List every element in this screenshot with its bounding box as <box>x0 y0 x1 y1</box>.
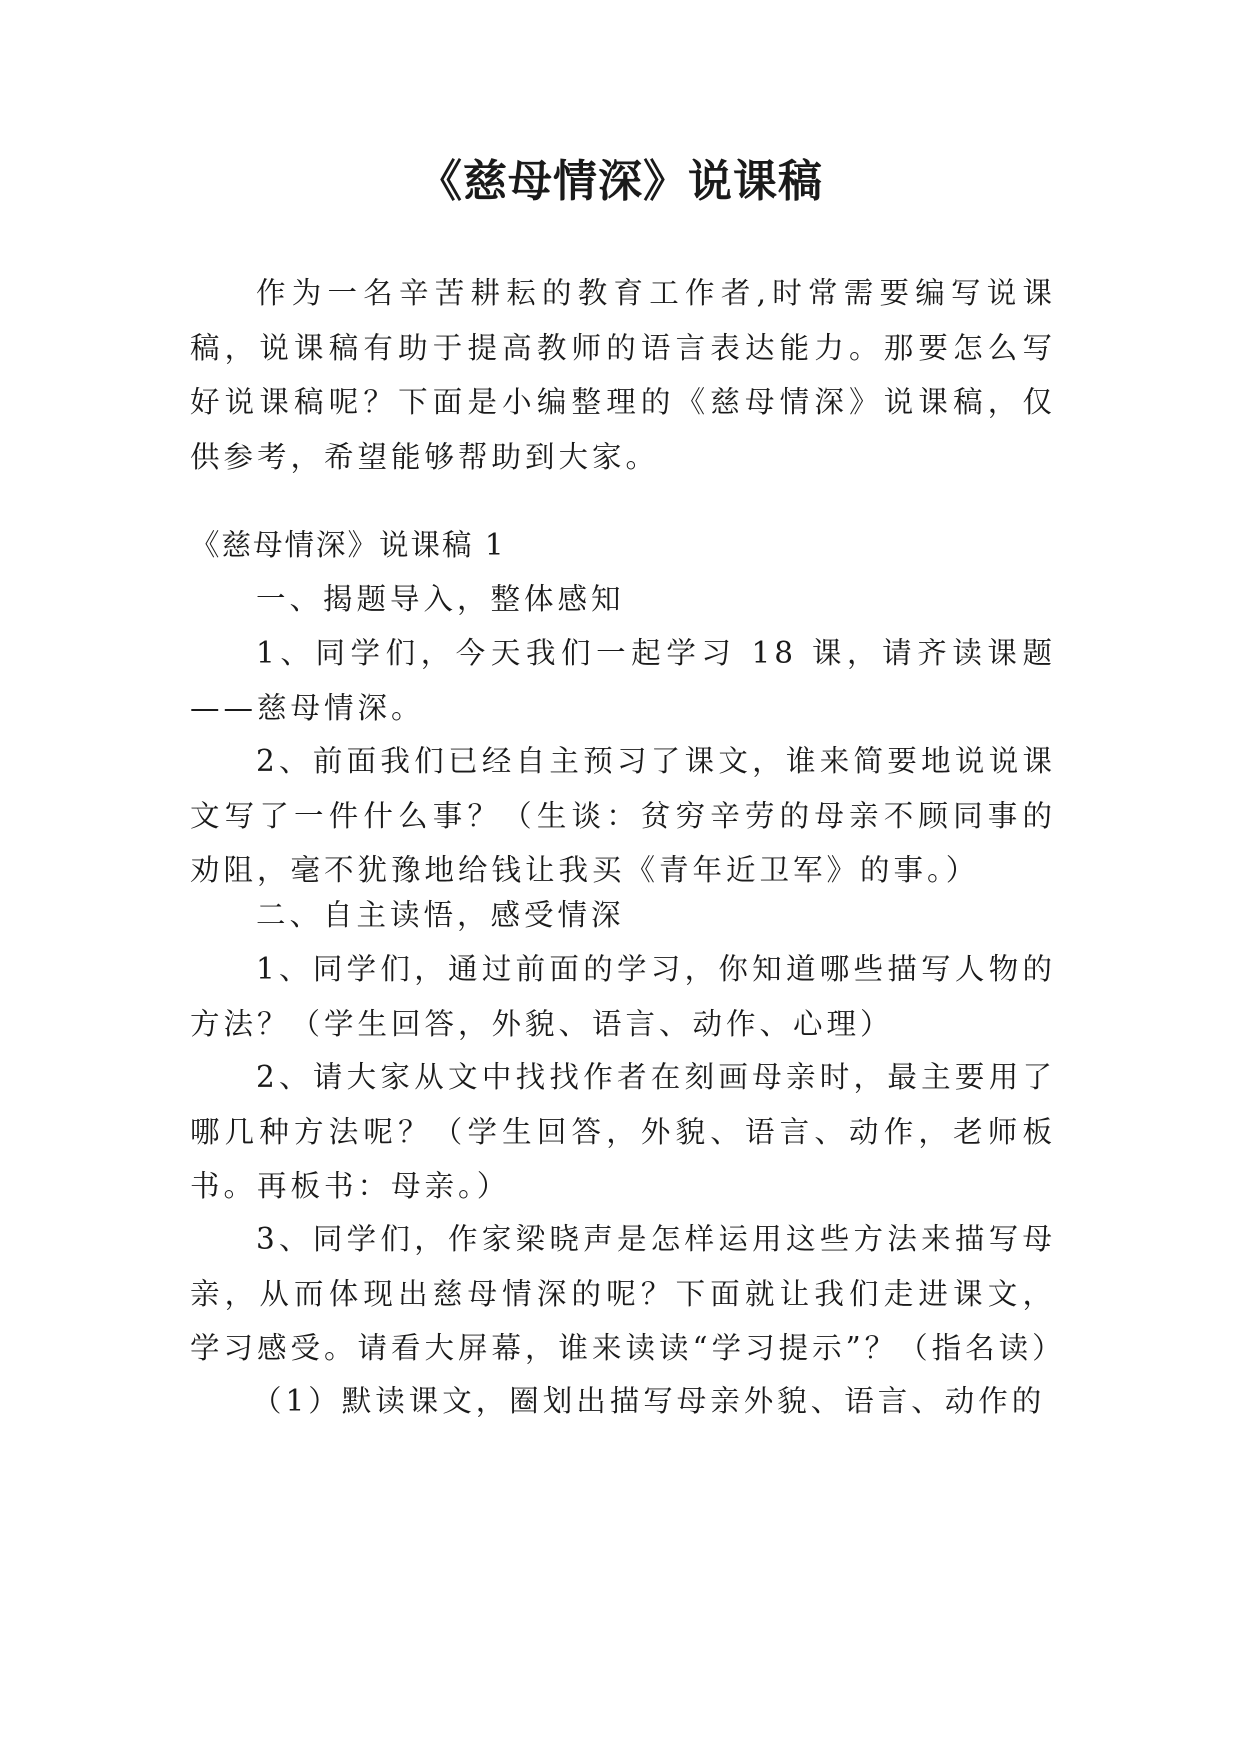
document-title: 《慈母情深》说课稿 <box>418 156 823 207</box>
heading-part-two: 二、自主读悟，感受情深 <box>256 898 625 932</box>
section-title: 《慈母情深》说课稿 1 <box>190 528 506 562</box>
paragraph-5: 3、同学们，作家梁晓声是怎样运用这些方法来描写母亲，从而体现出慈母情深的呢？下面就让我们走进课文，学习感受。请看大屏幕，谁来读读“学习提示”？（指名读） <box>190 1222 1066 1365</box>
paragraph-4: 2、请大家从文中找找作者在刻画母亲时，最主要用了哪几种方法呢？（学生回答，外貌、语言、动作，老师板书。再板书：母亲。） <box>190 1060 1056 1203</box>
paragraph-6: （1）默读课文，圈划出描写母亲外貌、语言、动作的 <box>252 1384 1046 1418</box>
paragraph-1: 1、同学们，今天我们一起学习 18 课，请齐读课题——慈母情深。 <box>190 636 1056 725</box>
paragraph-2: 2、前面我们已经自主预习了课文，谁来简要地说说课文写了一件什么事？（生谈：贫穷辛劳的母亲不顾同事的劝阻，毫不犹豫地给钱让我买《青年近卫军》的事。） <box>190 744 1056 887</box>
intro-paragraph: 作为一名辛苦耕耘的教育工作者,时常需要编写说课稿，说课稿有助于提高教师的语言表达能力。那要怎么写好说课稿呢？下面是小编整理的《慈母情深》说课稿，仅供参考，希望能够帮助到大家。 <box>190 276 1056 474</box>
heading-part-one: 一、揭题导入，整体感知 <box>256 582 625 616</box>
paragraph-3: 1、同学们，通过前面的学习，你知道哪些描写人物的方法？（学生回答，外貌、语言、动作、心理） <box>190 952 1056 1041</box>
